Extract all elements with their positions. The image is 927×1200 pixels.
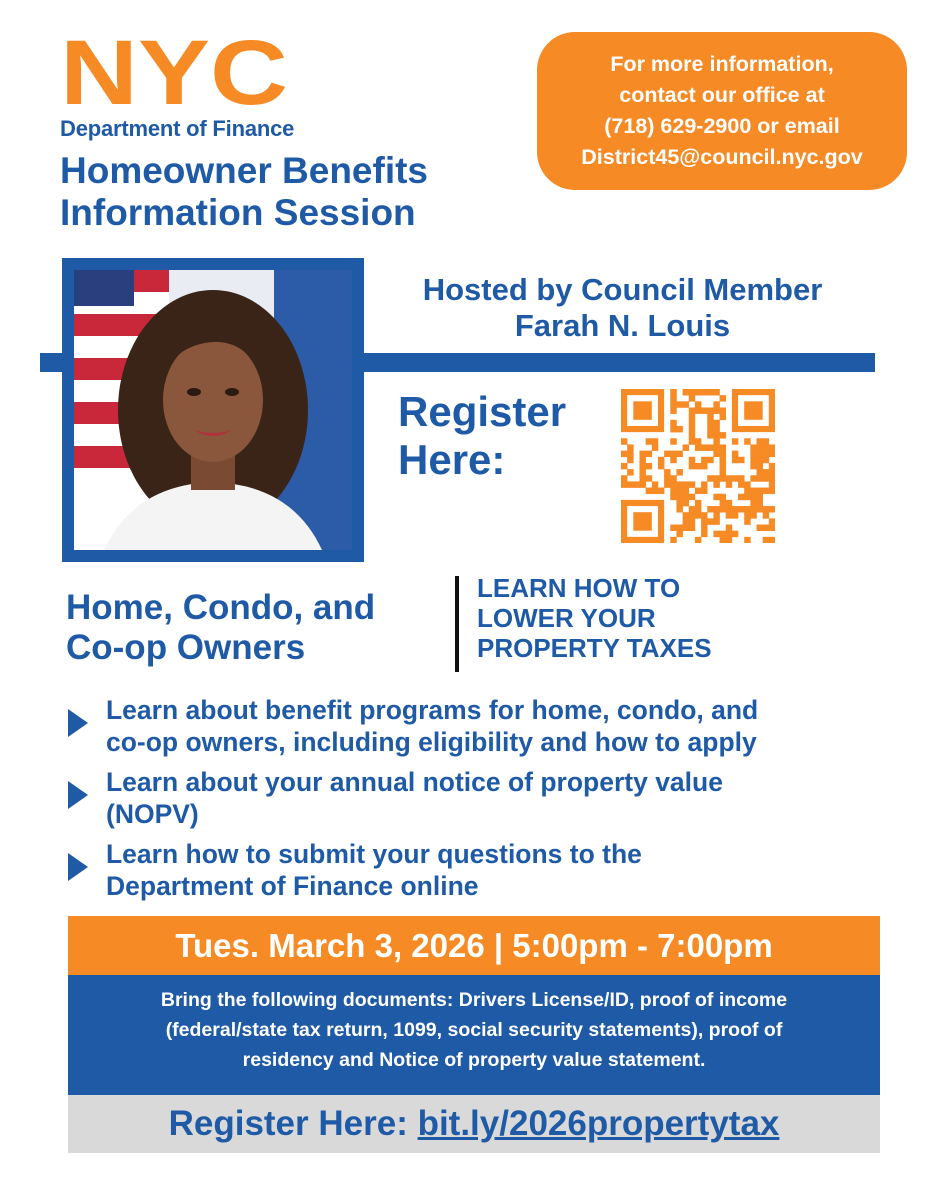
learn-how-line-1: LEARN HOW TO — [477, 573, 681, 603]
audience-heading — [66, 588, 375, 668]
register-line-2: Here: — [398, 436, 506, 483]
documents-line-3: residency and Notice of property value statement. — [242, 1049, 706, 1071]
learn-how-line-3: PROPERTY TAXES — [477, 633, 712, 663]
host-name: Farah N. Louis — [514, 308, 731, 343]
host-heading — [370, 272, 875, 344]
list-item — [66, 838, 886, 902]
contact-email[interactable]: District45@council.nyc.gov — [581, 145, 863, 169]
title-line-1: Homeowner Benefits — [60, 150, 429, 191]
triangle-right-icon — [68, 853, 88, 881]
contact-phone[interactable]: (718) 629-2900 or email — [604, 114, 840, 138]
registration-label: Register Here: — [168, 1104, 418, 1143]
contact-line-1: For more information, — [610, 52, 834, 76]
bullet-text-line: Department of Finance online — [106, 871, 479, 901]
council-member-photo — [74, 270, 352, 550]
bullet-text-line: (NOPV) — [106, 799, 199, 829]
contact-info-box — [537, 32, 907, 190]
triangle-right-icon — [68, 709, 88, 737]
learn-how-line-2: LOWER YOUR — [477, 603, 656, 633]
list-item — [66, 766, 886, 830]
title-line-2: Information Session — [60, 192, 416, 233]
audience-line-1: Home, Condo, and — [66, 588, 376, 627]
triangle-right-icon — [68, 781, 88, 809]
learn-how-heading — [477, 573, 712, 663]
bullet-list — [66, 694, 886, 910]
nyc-wordmark: NYC — [60, 30, 288, 110]
bullet-text-line: co-op owners, including eligibility and how to apply — [106, 727, 757, 757]
registration-link[interactable]: bit.ly/2026propertytax — [417, 1104, 780, 1143]
vertical-divider — [455, 576, 459, 672]
documents-line-2: (federal/state tax return, 1099, social security statements), proof of — [165, 1019, 783, 1041]
documents-line-1: Bring the following documents: Drivers License/ID, proof of income — [160, 989, 788, 1011]
register-heading — [398, 388, 566, 484]
list-item — [66, 694, 886, 758]
contact-line-2: contact our office at — [619, 83, 825, 107]
documents-banner — [68, 975, 880, 1095]
qr-code-icon[interactable] — [621, 389, 775, 543]
nyc-logo — [60, 30, 292, 110]
registration-banner — [68, 1095, 880, 1153]
bullet-text-line: Learn how to submit your questions to the — [106, 839, 642, 869]
event-date-banner: Tues. March 3, 2026 | 5:00pm - 7:00pm — [68, 916, 880, 975]
bullet-text-line: Learn about benefit programs for home, condo, and — [106, 695, 759, 725]
register-line-1: Register — [398, 388, 567, 435]
page-title — [60, 150, 428, 234]
host-line-1: Hosted by Council Member — [422, 272, 823, 307]
department-name: Department of Finance — [60, 116, 295, 141]
bullet-text-line: Learn about your annual notice of property value — [106, 767, 723, 797]
audience-line-2: Co-op Owners — [66, 628, 306, 667]
